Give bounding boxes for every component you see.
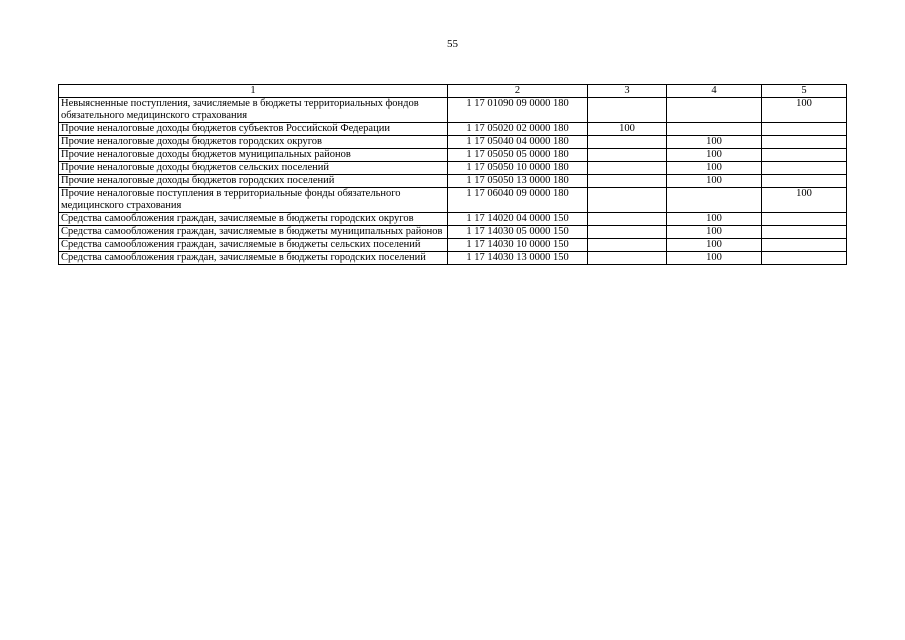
column-header-3: 3: [588, 85, 667, 98]
table-row: [59, 239, 847, 252]
column-header-4: 4: [667, 85, 762, 98]
income-name-cell: Прочие неналоговые доходы бюджетов субъектов Российской Федерации: [59, 123, 448, 136]
classification-code-cell: 1 17 14030 10 0000 150: [448, 239, 588, 252]
column-3-cell: [588, 98, 667, 123]
income-name-cell: Средства самообложения граждан, зачисляемые в бюджеты городских поселений: [59, 252, 448, 265]
column-4-cell: 100: [667, 252, 762, 265]
classification-code-cell: 1 17 14030 13 0000 150: [448, 252, 588, 265]
column-4-cell: 100: [667, 239, 762, 252]
column-5-cell: [762, 175, 847, 188]
column-4-cell: 100: [667, 149, 762, 162]
column-4-cell: [667, 188, 762, 213]
income-name-cell: Прочие неналоговые доходы бюджетов муниципальных районов: [59, 149, 448, 162]
column-4-cell: 100: [667, 162, 762, 175]
page-number: 55: [447, 38, 458, 50]
column-3-cell: [588, 162, 667, 175]
column-4-cell: 100: [667, 136, 762, 149]
classification-code-cell: 1 17 06040 09 0000 180: [448, 188, 588, 213]
column-5-cell: [762, 226, 847, 239]
column-3-cell: [588, 149, 667, 162]
column-4-cell: 100: [667, 175, 762, 188]
table-row: [59, 252, 847, 265]
column-5-cell: 100: [762, 98, 847, 123]
table-row: [59, 98, 847, 123]
column-5-cell: [762, 136, 847, 149]
column-4-cell: [667, 123, 762, 136]
column-5-cell: 100: [762, 188, 847, 213]
column-5-cell: [762, 213, 847, 226]
column-3-cell: 100: [588, 123, 667, 136]
income-name-cell: Невыясненные поступления, зачисляемые в бюджеты территориальных фондов обязательного медицинского страхования: [59, 98, 448, 123]
table-row: [59, 136, 847, 149]
column-3-cell: [588, 239, 667, 252]
column-5-cell: [762, 123, 847, 136]
income-name-cell: Средства самообложения граждан, зачисляемые в бюджеты сельских поселений: [59, 239, 448, 252]
table-row: [59, 175, 847, 188]
column-header-1: 1: [59, 85, 448, 98]
column-3-cell: [588, 252, 667, 265]
table-row: [59, 123, 847, 136]
classification-code-cell: 1 17 05050 13 0000 180: [448, 175, 588, 188]
column-3-cell: [588, 226, 667, 239]
column-3-cell: [588, 136, 667, 149]
income-name-cell: Прочие неналоговые доходы бюджетов городских поселений: [59, 175, 448, 188]
income-name-cell: Прочие неналоговые поступления в территориальные фонды обязательного медицинского страхования: [59, 188, 448, 213]
classification-code-cell: 1 17 14020 04 0000 150: [448, 213, 588, 226]
header-row: [59, 85, 847, 98]
classification-code-cell: 1 17 01090 09 0000 180: [448, 98, 588, 123]
classification-code-cell: 1 17 14030 05 0000 150: [448, 226, 588, 239]
column-header-5: 5: [762, 85, 847, 98]
table-row: [59, 188, 847, 213]
column-header-2: 2: [448, 85, 588, 98]
column-3-cell: [588, 175, 667, 188]
table-row: [59, 226, 847, 239]
column-5-cell: [762, 239, 847, 252]
column-4-cell: [667, 98, 762, 123]
classification-code-cell: 1 17 05050 10 0000 180: [448, 162, 588, 175]
income-name-cell: Средства самообложения граждан, зачисляемые в бюджеты городских округов: [59, 213, 448, 226]
income-name-cell: Прочие неналоговые доходы бюджетов сельских поселений: [59, 162, 448, 175]
column-3-cell: [588, 213, 667, 226]
classification-code-cell: 1 17 05050 05 0000 180: [448, 149, 588, 162]
income-name-cell: Средства самообложения граждан, зачисляемые в бюджеты муниципальных районов: [59, 226, 448, 239]
table-row: [59, 162, 847, 175]
table-row: [59, 149, 847, 162]
column-5-cell: [762, 149, 847, 162]
column-4-cell: 100: [667, 213, 762, 226]
income-name-cell: Прочие неналоговые доходы бюджетов городских округов: [59, 136, 448, 149]
column-5-cell: [762, 162, 847, 175]
budget-income-table: [58, 84, 847, 265]
column-4-cell: 100: [667, 226, 762, 239]
column-5-cell: [762, 252, 847, 265]
classification-code-cell: 1 17 05040 04 0000 180: [448, 136, 588, 149]
classification-code-cell: 1 17 05020 02 0000 180: [448, 123, 588, 136]
table-row: [59, 213, 847, 226]
column-3-cell: [588, 188, 667, 213]
